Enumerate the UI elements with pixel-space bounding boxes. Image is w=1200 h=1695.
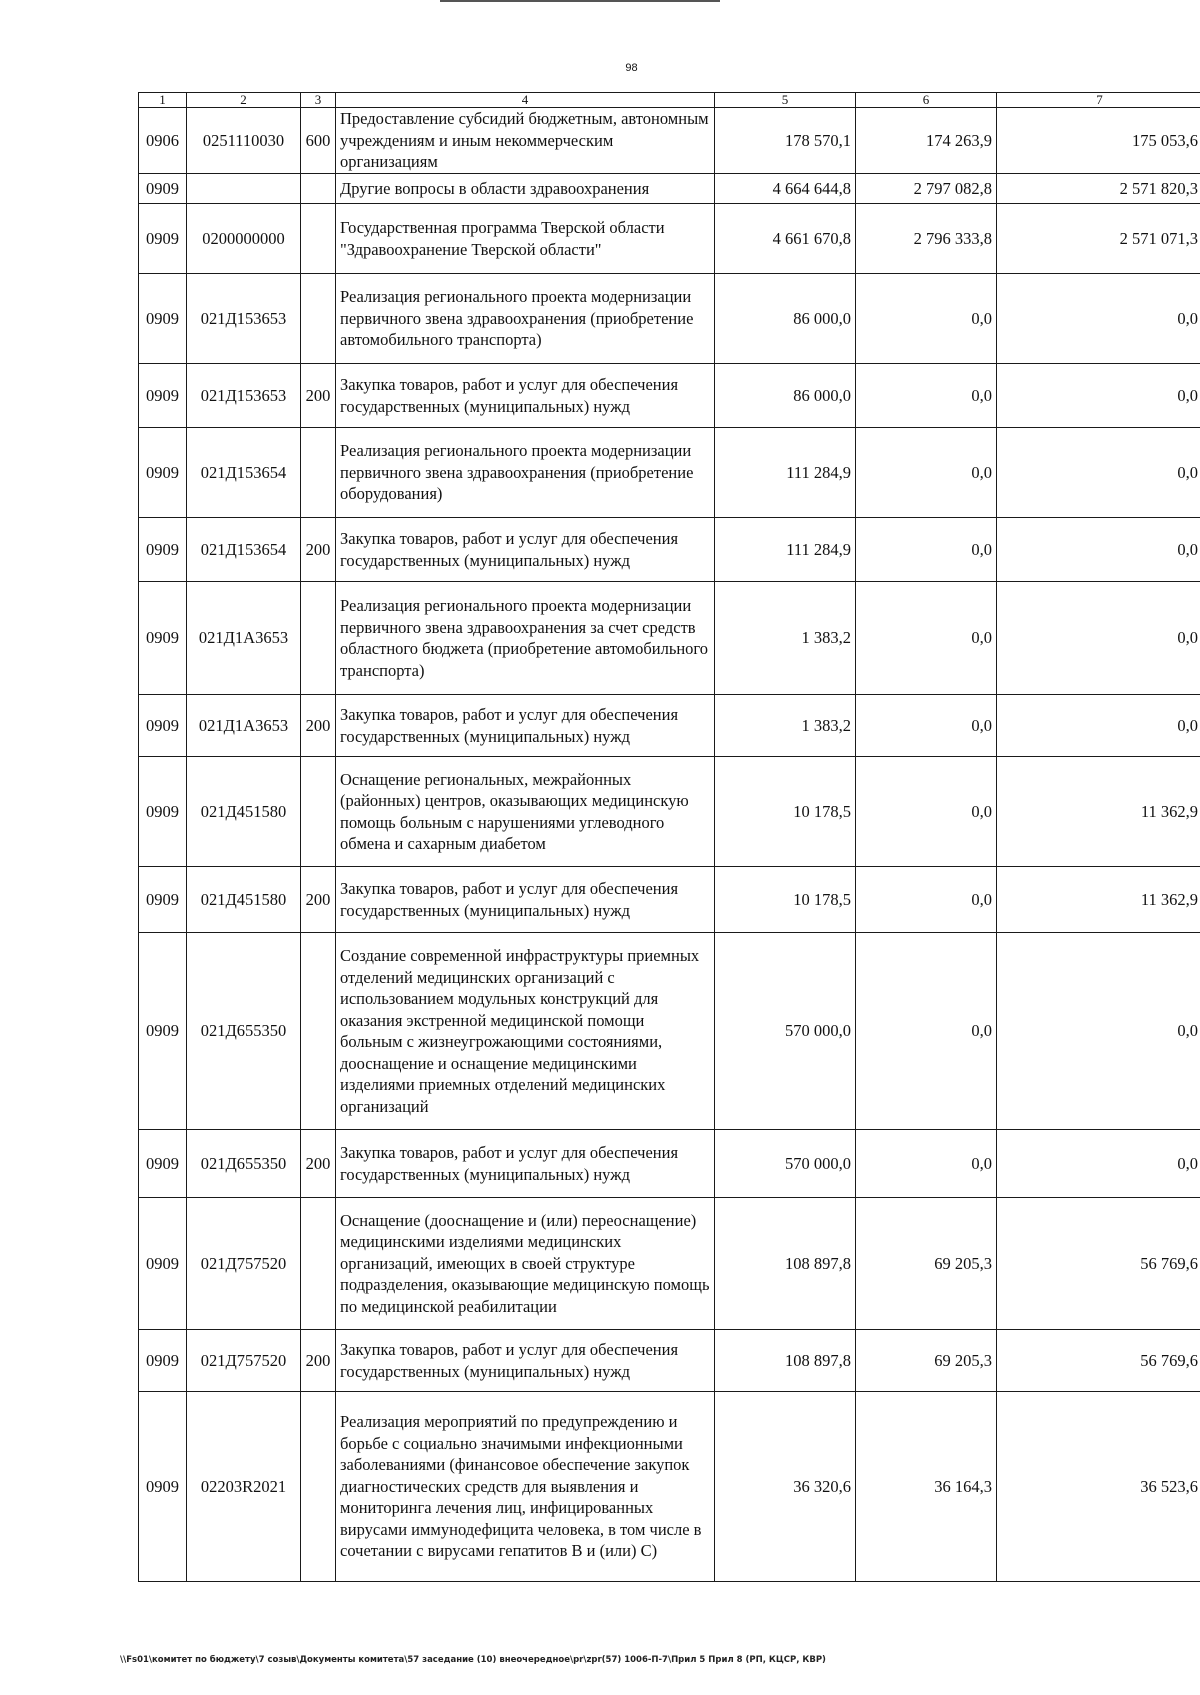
section-code-cell: 0909	[139, 518, 187, 582]
amount-year1-cell: 1 383,2	[715, 695, 856, 757]
amount-year2-cell: 0,0	[856, 274, 997, 364]
amount-year2-cell: 0,0	[856, 582, 997, 695]
column-header-3: 3	[301, 93, 336, 108]
column-header-5: 5	[715, 93, 856, 108]
section-code-cell: 0909	[139, 174, 187, 204]
expense-type-cell	[301, 582, 336, 695]
target-article-cell: 021Д153653	[187, 364, 301, 428]
amount-year1-cell: 36 320,6	[715, 1392, 856, 1582]
amount-year3-cell: 0,0	[997, 933, 1200, 1130]
amount-year3-cell: 0,0	[997, 1130, 1200, 1198]
expense-type-cell	[301, 274, 336, 364]
column-header-1: 1	[139, 93, 187, 108]
section-code-cell: 0909	[139, 867, 187, 933]
item-name-cell: Закупка товаров, работ и услуг для обеспечения государственных (муниципальных) нужд	[336, 1330, 715, 1392]
column-header-7: 7	[997, 93, 1200, 108]
amount-year2-cell: 0,0	[856, 518, 997, 582]
amount-year2-cell: 0,0	[856, 933, 997, 1130]
amount-year2-cell: 36 164,3	[856, 1392, 997, 1582]
expense-type-cell	[301, 933, 336, 1130]
amount-year3-cell: 56 769,6	[997, 1330, 1200, 1392]
amount-year3-cell: 0,0	[997, 582, 1200, 695]
item-name-cell: Реализация регионального проекта модернизации первичного звена здравоохранения за счет средств областного бюджета (приобретение автомобильного транспорта)	[336, 582, 715, 695]
target-article-cell: 021Д655350	[187, 1130, 301, 1198]
amount-year2-cell: 69 205,3	[856, 1330, 997, 1392]
column-header-6: 6	[856, 93, 997, 108]
amount-year1-cell: 570 000,0	[715, 1130, 856, 1198]
amount-year1-cell: 10 178,5	[715, 757, 856, 867]
section-code-cell: 0906	[139, 108, 187, 174]
scan-edge-mark	[440, 0, 720, 2]
section-code-cell: 0909	[139, 364, 187, 428]
column-number-row	[139, 93, 1200, 108]
expense-type-cell	[301, 757, 336, 867]
amount-year1-cell: 111 284,9	[715, 518, 856, 582]
amount-year3-cell: 0,0	[997, 428, 1200, 518]
table-row	[139, 867, 1200, 933]
amount-year1-cell: 108 897,8	[715, 1198, 856, 1330]
target-article-cell: 021Д1А3653	[187, 582, 301, 695]
amount-year2-cell: 0,0	[856, 695, 997, 757]
amount-year3-cell: 2 571 071,3	[997, 204, 1200, 274]
table-row	[139, 174, 1200, 204]
amount-year1-cell: 178 570,1	[715, 108, 856, 174]
column-header-2: 2	[187, 93, 301, 108]
target-article-cell: 021Д757520	[187, 1330, 301, 1392]
section-code-cell: 0909	[139, 1392, 187, 1582]
section-code-cell: 0909	[139, 695, 187, 757]
amount-year3-cell: 11 362,9	[997, 867, 1200, 933]
amount-year2-cell: 0,0	[856, 1130, 997, 1198]
item-name-cell: Создание современной инфраструктуры приемных отделений медицинских организаций с использованием модульных конструкций для оказания экстренной медицинской помощи больным с жизнеугрожающими состояниями, дооснащение и оснащение медицинскими изделиями приемных отделений медицинских организаций	[336, 933, 715, 1130]
table-row	[139, 1198, 1200, 1330]
column-header-4: 4	[336, 93, 715, 108]
target-article-cell: 02203R2021	[187, 1392, 301, 1582]
amount-year3-cell: 11 362,9	[997, 757, 1200, 867]
target-article-cell: 021Д655350	[187, 933, 301, 1130]
item-name-cell: Закупка товаров, работ и услуг для обеспечения государственных (муниципальных) нужд	[336, 867, 715, 933]
item-name-cell: Государственная программа Тверской области "Здравоохранение Тверской области"	[336, 204, 715, 274]
amount-year3-cell: 175 053,6	[997, 108, 1200, 174]
amount-year1-cell: 10 178,5	[715, 867, 856, 933]
item-name-cell: Реализация регионального проекта модернизации первичного звена здравоохранения (приобретение автомобильного транспорта)	[336, 274, 715, 364]
table-row	[139, 933, 1200, 1130]
budget-table	[138, 92, 1200, 1582]
expense-type-cell: 200	[301, 1130, 336, 1198]
table-row	[139, 364, 1200, 428]
expense-type-cell: 200	[301, 364, 336, 428]
expense-type-cell: 600	[301, 108, 336, 174]
target-article-cell: 021Д1А3653	[187, 695, 301, 757]
target-article-cell: 021Д451580	[187, 867, 301, 933]
amount-year3-cell: 56 769,6	[997, 1198, 1200, 1330]
amount-year1-cell: 4 664 644,8	[715, 174, 856, 204]
expense-type-cell: 200	[301, 695, 336, 757]
section-code-cell: 0909	[139, 582, 187, 695]
amount-year2-cell: 174 263,9	[856, 108, 997, 174]
table-row	[139, 1392, 1200, 1582]
amount-year1-cell: 4 661 670,8	[715, 204, 856, 274]
section-code-cell: 0909	[139, 1198, 187, 1330]
target-article-cell: 021Д153653	[187, 274, 301, 364]
amount-year3-cell: 0,0	[997, 695, 1200, 757]
target-article-cell: 0200000000	[187, 204, 301, 274]
amount-year2-cell: 0,0	[856, 364, 997, 428]
expense-type-cell	[301, 428, 336, 518]
section-code-cell: 0909	[139, 1330, 187, 1392]
item-name-cell: Предоставление субсидий бюджетным, автономным учреждениям и иным некоммерческим организациям	[336, 108, 715, 174]
section-code-cell: 0909	[139, 274, 187, 364]
target-article-cell: 021Д153654	[187, 518, 301, 582]
table-row	[139, 428, 1200, 518]
section-code-cell: 0909	[139, 428, 187, 518]
amount-year1-cell: 111 284,9	[715, 428, 856, 518]
expense-type-cell: 200	[301, 518, 336, 582]
section-code-cell: 0909	[139, 204, 187, 274]
amount-year3-cell: 0,0	[997, 518, 1200, 582]
expense-type-cell: 200	[301, 1330, 336, 1392]
amount-year1-cell: 108 897,8	[715, 1330, 856, 1392]
target-article-cell	[187, 174, 301, 204]
amount-year2-cell: 2 796 333,8	[856, 204, 997, 274]
amount-year1-cell: 1 383,2	[715, 582, 856, 695]
file-path-footer: \\Fs01\комитет по бюджету\7 созыв\Документы комитета\57 заседание (10) внеочередное\pr\zpr(57) 1006-П-7\Прил 5 Прил 8 (РП, КЦСР, КВР)	[120, 1655, 826, 1665]
amount-year2-cell: 0,0	[856, 867, 997, 933]
item-name-cell: Оснащение (дооснащение и (или) переоснащение) медицинскими изделиями медицинских организаций, имеющих в своей структуре подразделения, оказывающие медицинскую помощь по медицинской реабилитации	[336, 1198, 715, 1330]
section-code-cell: 0909	[139, 933, 187, 1130]
amount-year3-cell: 0,0	[997, 274, 1200, 364]
amount-year1-cell: 86 000,0	[715, 364, 856, 428]
table-row	[139, 757, 1200, 867]
expense-type-cell	[301, 204, 336, 274]
amount-year1-cell: 86 000,0	[715, 274, 856, 364]
item-name-cell: Закупка товаров, работ и услуг для обеспечения государственных (муниципальных) нужд	[336, 695, 715, 757]
table-row	[139, 518, 1200, 582]
target-article-cell: 0251110030	[187, 108, 301, 174]
table-row	[139, 1130, 1200, 1198]
amount-year3-cell: 36 523,6	[997, 1392, 1200, 1582]
amount-year3-cell: 0,0	[997, 364, 1200, 428]
item-name-cell: Реализация мероприятий по предупреждению и борьбе с социально значимыми инфекционными заболеваниями (финансовое обеспечение закупок диагностических средств для выявления и мониторинга лечения лиц, инфицированных вирусами иммунодефицита человека, в том числе в сочетании с вирусами гепатитов В и (или) С)	[336, 1392, 715, 1582]
expense-type-cell	[301, 1392, 336, 1582]
target-article-cell: 021Д153654	[187, 428, 301, 518]
amount-year3-cell: 2 571 820,3	[997, 174, 1200, 204]
item-name-cell: Закупка товаров, работ и услуг для обеспечения государственных (муниципальных) нужд	[336, 518, 715, 582]
section-code-cell: 0909	[139, 757, 187, 867]
page-number: 98	[625, 62, 638, 74]
amount-year2-cell: 0,0	[856, 757, 997, 867]
table-row	[139, 582, 1200, 695]
amount-year2-cell: 0,0	[856, 428, 997, 518]
target-article-cell: 021Д451580	[187, 757, 301, 867]
expense-type-cell: 200	[301, 867, 336, 933]
section-code-cell: 0909	[139, 1130, 187, 1198]
item-name-cell: Реализация регионального проекта модернизации первичного звена здравоохранения (приобретение оборудования)	[336, 428, 715, 518]
table-row	[139, 274, 1200, 364]
table-row	[139, 108, 1200, 174]
amount-year2-cell: 69 205,3	[856, 1198, 997, 1330]
item-name-cell: Закупка товаров, работ и услуг для обеспечения государственных (муниципальных) нужд	[336, 364, 715, 428]
table-row	[139, 695, 1200, 757]
table-row	[139, 204, 1200, 274]
item-name-cell: Другие вопросы в области здравоохранения	[336, 174, 715, 204]
item-name-cell: Оснащение региональных, межрайонных (районных) центров, оказывающих медицинскую помощь больным с нарушениями углеводного обмена и сахарным диабетом	[336, 757, 715, 867]
expense-type-cell	[301, 1198, 336, 1330]
amount-year1-cell: 570 000,0	[715, 933, 856, 1130]
amount-year2-cell: 2 797 082,8	[856, 174, 997, 204]
table-row	[139, 1330, 1200, 1392]
expense-type-cell	[301, 174, 336, 204]
item-name-cell: Закупка товаров, работ и услуг для обеспечения государственных (муниципальных) нужд	[336, 1130, 715, 1198]
target-article-cell: 021Д757520	[187, 1198, 301, 1330]
